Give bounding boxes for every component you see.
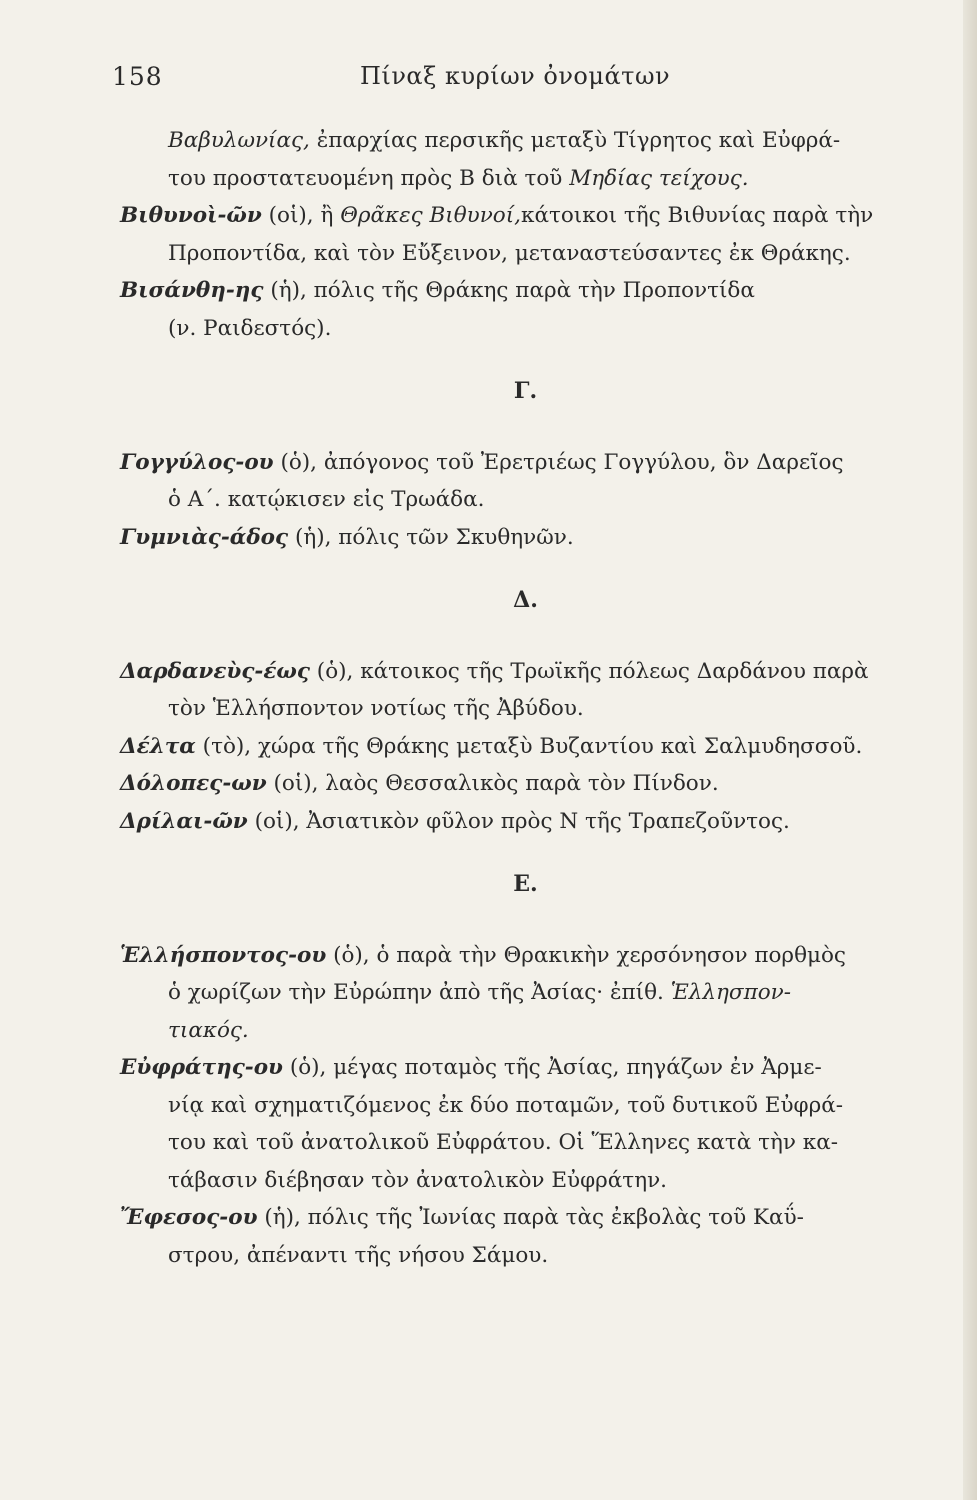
index-entry bbox=[120, 728, 895, 766]
text-line bbox=[120, 728, 895, 766]
entry-text: (ἡ), πόλις τῆς Θράκης παρὰ τὴν Προποντίδα bbox=[263, 278, 755, 303]
text-line bbox=[120, 803, 895, 841]
entry-text: (οἱ), λαὸς Θεσσαλικὸς παρὰ τὸν Πίνδον. bbox=[266, 771, 719, 796]
index-entry bbox=[120, 1199, 895, 1274]
italic-term: τιακός. bbox=[168, 1017, 249, 1043]
entry-text: (ἡ), πόλις τῆς Ἰωνίας παρὰ τὰς ἐκβολὰς τοῦ Καΰ- bbox=[257, 1205, 804, 1230]
page-body bbox=[120, 122, 895, 1274]
page-number: 158 bbox=[112, 62, 163, 91]
headword: Βισάνθη-ης bbox=[120, 278, 264, 303]
text-line: τὸν Ἑλλήσποντον νοτίως τῆς Ἀβύδου. bbox=[168, 696, 584, 721]
entry-text: (οἱ), ἢ bbox=[261, 203, 341, 228]
text-line: (ν. Ραιδεστός). bbox=[168, 315, 332, 341]
index-entry bbox=[120, 1049, 895, 1199]
index-entry bbox=[120, 803, 895, 841]
italic-term: Θρᾶκες Βιθυνοί, bbox=[340, 203, 522, 228]
page-edge-shadow bbox=[963, 0, 977, 1500]
text-line bbox=[120, 1012, 895, 1050]
text-line bbox=[120, 122, 895, 160]
headword: Γογγύλος-ου bbox=[120, 449, 274, 475]
continued-entry bbox=[120, 122, 895, 197]
text-line: στρου, ἀπέναντι τῆς νήσου Σάμου. bbox=[168, 1242, 549, 1268]
text-line: τάβασιν διέβησαν τὸν ἀνατολικὸν Εὐφράτην. bbox=[168, 1167, 667, 1193]
headword: Βιθυνοὶ-ῶν bbox=[120, 203, 262, 228]
italic-term: Ἑλλησπον- bbox=[670, 980, 791, 1005]
index-entry bbox=[120, 653, 895, 728]
entry-text: ὁ χωρίζων τὴν Εὐρώπην ἀπὸ τῆς Ἀσίας· ἐπίθ. bbox=[168, 980, 671, 1005]
text-line bbox=[120, 937, 895, 975]
entry-text: κάτοικοι τῆς Βιθυνίας παρὰ τὴν bbox=[521, 203, 874, 228]
text-line bbox=[120, 197, 895, 235]
index-entry bbox=[120, 444, 895, 519]
headword: Εὐφράτης-ου bbox=[120, 1055, 283, 1080]
headword: Ἑλλήσποντος-ου bbox=[120, 942, 327, 968]
section-letter-e: Ε. bbox=[513, 871, 538, 897]
entry-text: (ἡ), πόλις τῶν Σκυθηνῶν. bbox=[288, 524, 574, 550]
text-line bbox=[120, 653, 895, 691]
entry-text: (ὁ), μέγας ποταμὸς τῆς Ἀσίας, πηγάζων ἐν Ἀρμε- bbox=[282, 1055, 822, 1080]
text-line bbox=[120, 1199, 895, 1237]
headword: Δόλοπες-ων bbox=[120, 771, 267, 796]
text-line: Προποντίδα, καὶ τὸν Εὔξεινον, μεταναστεύσαντες ἐκ Θράκης. bbox=[168, 240, 851, 266]
text-line bbox=[120, 519, 895, 557]
italic-term: Βαβυλωνίας, bbox=[168, 128, 310, 153]
index-entry bbox=[120, 272, 895, 347]
entry-text: (οἱ), Ἀσιατικὸν φῦλον πρὸς Ν τῆς Τραπεζοῦντος. bbox=[247, 808, 790, 834]
index-entry bbox=[120, 765, 895, 803]
index-entry bbox=[120, 937, 895, 1050]
entry-text: (ὁ), ὁ παρὰ τὴν Θρακικὴν χερσόνησον πορθμὸς bbox=[326, 942, 846, 968]
index-entry bbox=[120, 519, 895, 557]
text-line bbox=[120, 1049, 895, 1087]
text-line bbox=[120, 974, 895, 1012]
headword: Δέλτα bbox=[120, 733, 196, 759]
text-line: νίᾳ καὶ σχηματιζόμενος ἐκ δύο ποταμῶν, τοῦ δυτικοῦ Εὐφρά- bbox=[168, 1092, 844, 1118]
entry-text: (ὁ), κάτοικος τῆς Τρωϊκῆς πόλεως Δαρδάνου παρὰ bbox=[309, 658, 869, 684]
text-line bbox=[120, 272, 895, 310]
headword: Δαρδανεὺς-έως bbox=[120, 658, 310, 684]
italic-term: Μηδίας τείχους. bbox=[569, 165, 749, 191]
entry-text: (ὁ), ἀπόγονος τοῦ Ἐρετριέως Γογγύλου, ὃν Δαρεῖος bbox=[273, 449, 844, 475]
headword: Γυμνιὰς-άδος bbox=[120, 524, 289, 550]
entry-text: ἐπαρχίας περσικῆς μεταξὺ Τίγρητος καὶ Εὐφρά- bbox=[309, 128, 841, 153]
text-line bbox=[120, 444, 895, 482]
index-entry bbox=[120, 197, 895, 272]
text-line bbox=[120, 765, 895, 803]
text-line: ὁ Α΄. κατῴκισεν εἰς Τρωάδα. bbox=[168, 487, 485, 512]
text-line: του καὶ τοῦ ἀνατολικοῦ Εὐφράτου. Οἱ Ἕλληνες κατὰ τὴν κα- bbox=[168, 1130, 839, 1155]
section-letter-d: Δ. bbox=[513, 587, 538, 613]
entry-text: του προστατευομένη πρὸς Β διὰ τοῦ bbox=[168, 165, 570, 191]
headword: Δρίλαι-ῶν bbox=[120, 808, 248, 834]
section-letter-g: Γ. bbox=[513, 378, 538, 404]
headword: Ἔφεσος-ου bbox=[120, 1205, 258, 1230]
text-line bbox=[120, 160, 895, 198]
entry-text: (τὸ), χώρα τῆς Θράκης μεταξὺ Βυζαντίου καὶ Σαλμυδησσοῦ. bbox=[195, 733, 863, 759]
page-header bbox=[112, 62, 892, 98]
running-title: Πίναξ κυρίων ὀνομάτων bbox=[360, 62, 671, 90]
